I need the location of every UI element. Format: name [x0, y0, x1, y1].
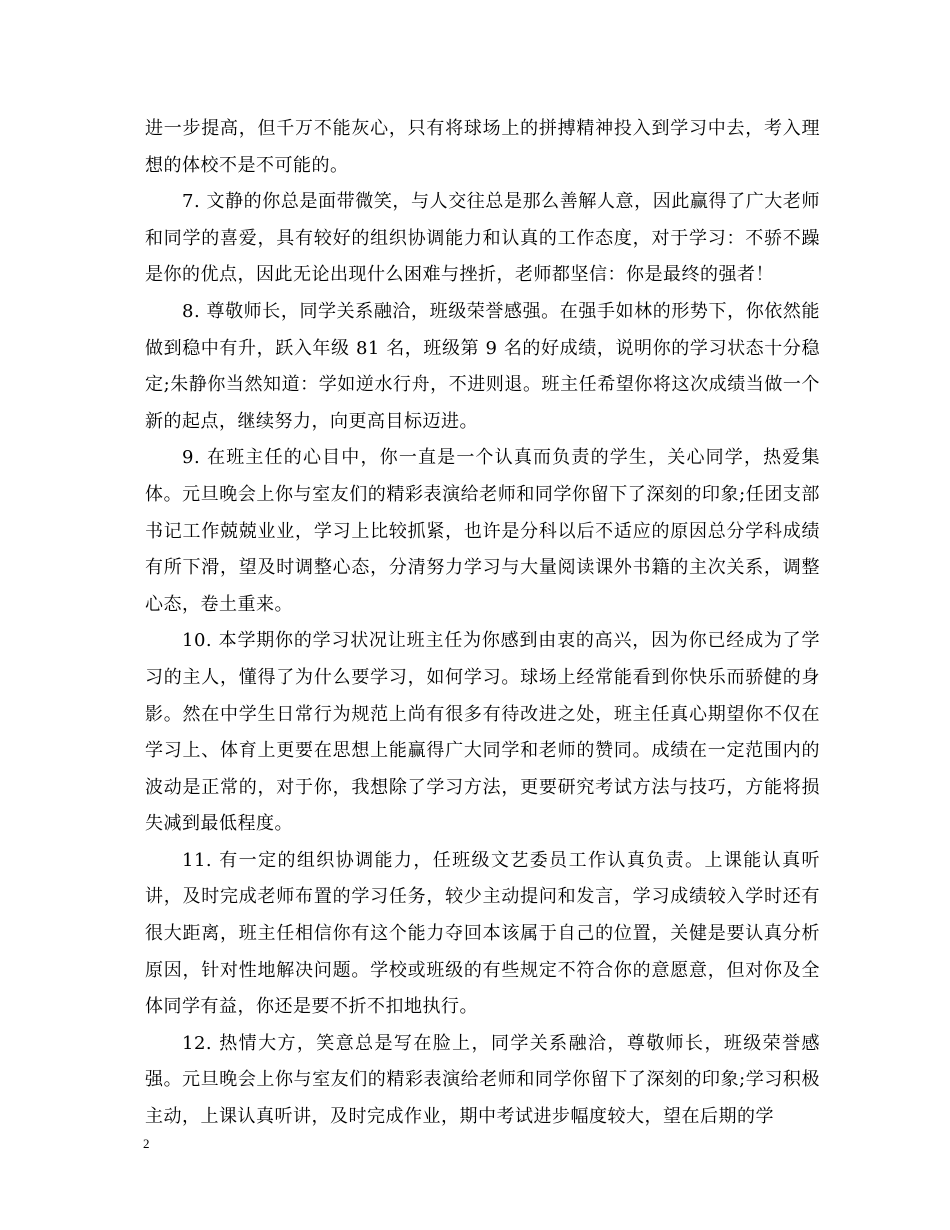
- paragraph-comment-12: 12. 热情大方，笑意总是写在脸上，同学关系融洽，尊敬师长，班级荣誉感强。元旦晚会上你与室友们的精彩表演给老师和同学你留下了深刻的印象;学习积极主动，上课认真听讲，及时完成作业，期中考试进步幅度较大，望在后期的学: [145, 1032, 820, 1128]
- document-body: [145, 111, 820, 1136]
- paragraph-comment-9: 9. 在班主任的心目中，你一直是一个认真而负责的学生，关心同学，热爱集体。元旦晚会上你与室友们的精彩表演给老师和同学你留下了深刻的印象;任团支部书记工作兢兢业业，学习上比较抓紧，也许是分科以后不适应的原因总分学科成绩有所下滑，望及时调整心态，分清努力学习与大量阅读课外书籍的主次关系，调整心态，卷土重来。: [145, 447, 820, 615]
- page-number: 2: [143, 1136, 150, 1151]
- paragraph-comment-11: 11. 有一定的组织协调能力，任班级文艺委员工作认真负责。上课能认真听讲，及时完成老师布置的学习任务，较少主动提问和发言，学习成绩较入学时还有很大距离，班主任相信你有这个能力夺回本该属于自己的位置，关健是要认真分析原因，针对性地解决问题。学校或班级的有些规定不符合你的意愿意，但对你及全体同学有益，你还是要不折不扣地执行。: [145, 849, 820, 1018]
- paragraph-comment-7: 7. 文静的你总是面带微笑，与人交往总是那么善解人意，因此赢得了广大老师和同学的喜爱，具有较好的组织协调能力和认真的工作态度，对于学习：不骄不躁是你的优点，因此无论出现什么困难与挫折，老师都坚信：你是最终的强者！: [145, 191, 820, 286]
- paragraph-comment-10: 10. 本学期你的学习状况让班主任为你感到由衷的高兴，因为你已经成为了学习的主人，懂得了为什么要学习，如何学习。球场上经常能看到你快乐而骄健的身影。然在中学生日常行为规范上尚有很多有待改进之处，班主任真心期望你不仅在学习上、体育上更要在思想上能赢得广大同学和老师的赞同。成绩在一定范围内的波动是正常的，对于你，我想除了学习方法，更要研究考试方法与技巧，方能将损失减到最低程度。: [145, 630, 820, 835]
- paragraph-continuation: 进一步提高，但千万不能灰心，只有将球场上的拼搏精神投入到学习中去，考入理想的体校不是不可能的。: [145, 118, 820, 176]
- paragraph-comment-8: 8. 尊敬师长，同学关系融洽，班级荣誉感强。在强手如林的形势下，你依然能做到稳中有升，跃入年级 81 名，班级第 9 名的好成绩，说明你的学习状态十分稳定;朱静你当然知道：学如逆水行舟，不进则退。班主任希望你将这次成绩当做一个新的起点，继续努力，向更高目标迈进。: [145, 300, 820, 432]
